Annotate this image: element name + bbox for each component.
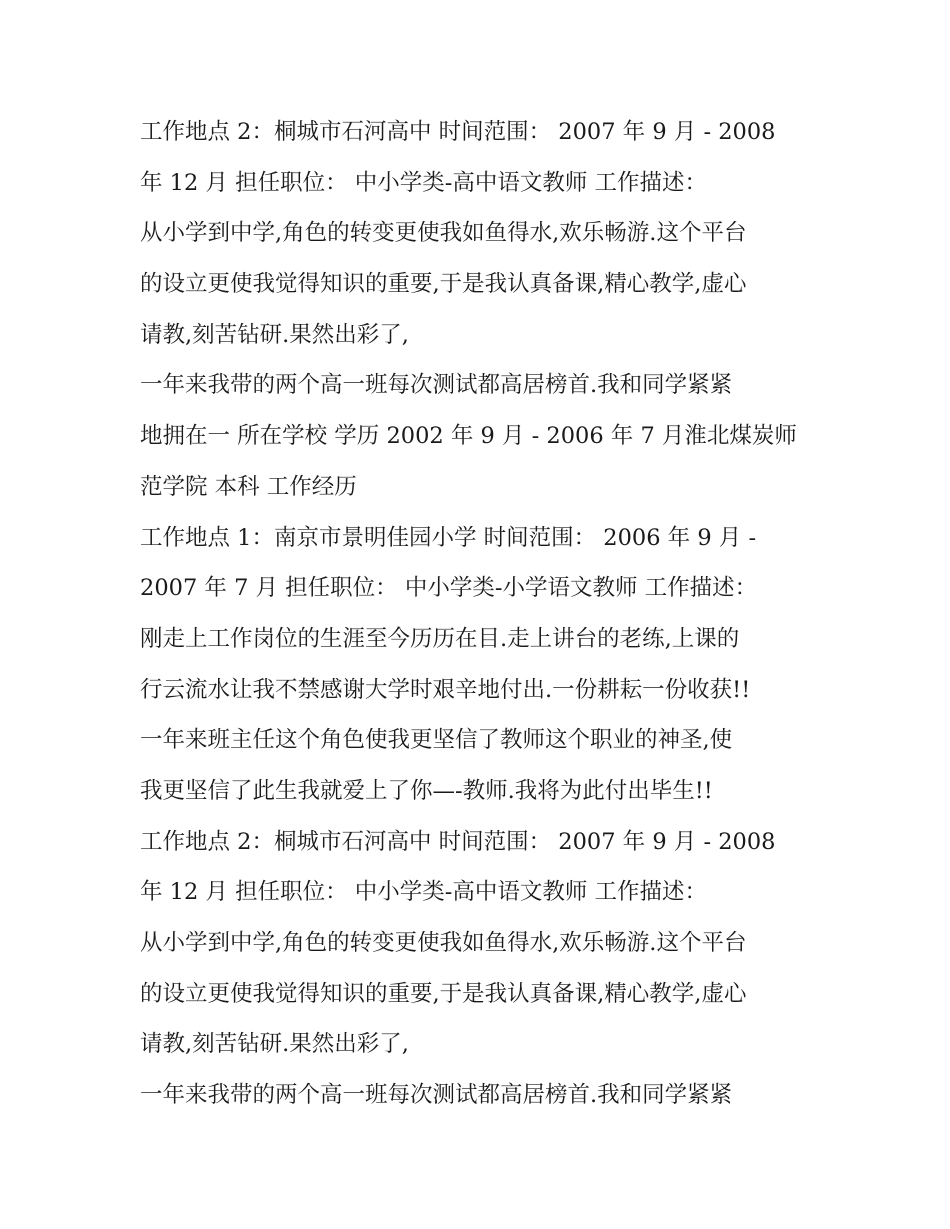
text-line: 请教,刻苦钻研.果然出彩了, — [140, 321, 409, 348]
text-line: 行云流水让我不禁感谢大学时艰辛地付出.一份耕耘一份收获!! — [140, 676, 751, 703]
text-line: 范学院 本科 工作经历 — [140, 473, 357, 500]
document-body — [140, 107, 830, 1121]
text-line: 年 12 月 担任职位： 中小学类-高中语文教师 工作描述： — [140, 879, 707, 906]
text-line: 请教,刻苦钻研.果然出彩了, — [140, 1031, 409, 1058]
text-line: 我更坚信了此生我就爱上了你—-教师.我将为此付出毕生!! — [140, 777, 713, 804]
text-line: 一年来我带的两个高一班每次测试都高居榜首.我和同学紧紧 — [140, 1082, 733, 1109]
text-line: 一年来班主任这个角色使我更坚信了教师这个职业的神圣,使 — [140, 727, 733, 754]
text-line: 刚走上工作岗位的生涯至今历历在目.走上讲台的老练,上课的 — [140, 625, 740, 652]
text-line: 年 12 月 担任职位： 中小学类-高中语文教师 工作描述： — [140, 169, 707, 196]
text-line: 地拥在一 所在学校 学历 2002 年 9 月 - 2006 年 7 月淮北煤炭师 — [140, 423, 797, 450]
text-line: 从小学到中学,角色的转变更使我如鱼得水,欢乐畅游.这个平台 — [140, 220, 747, 247]
text-line: 工作地点 2：桐城市石河高中 时间范围： 2007 年 9 月 - 2008 — [140, 828, 776, 855]
text-line: 2007 年 7 月 担任职位： 中小学类-小学语文教师 工作描述： — [140, 575, 758, 602]
text-line: 的设立更使我觉得知识的重要,于是我认真备课,精心教学,虚心 — [140, 271, 747, 298]
text-line: 工作地点 2：桐城市石河高中 时间范围： 2007 年 9 月 - 2008 — [140, 119, 776, 145]
text-line: 一年来我带的两个高一班每次测试都高居榜首.我和同学紧紧 — [140, 372, 733, 399]
text-line: 工作地点 1：南京市景明佳园小学 时间范围： 2006 年 9 月 - — [140, 524, 757, 551]
text-line: 从小学到中学,角色的转变更使我如鱼得水,欢乐畅游.这个平台 — [140, 930, 747, 956]
text-line: 的设立更使我觉得知识的重要,于是我认真备课,精心教学,虚心 — [140, 980, 747, 1007]
